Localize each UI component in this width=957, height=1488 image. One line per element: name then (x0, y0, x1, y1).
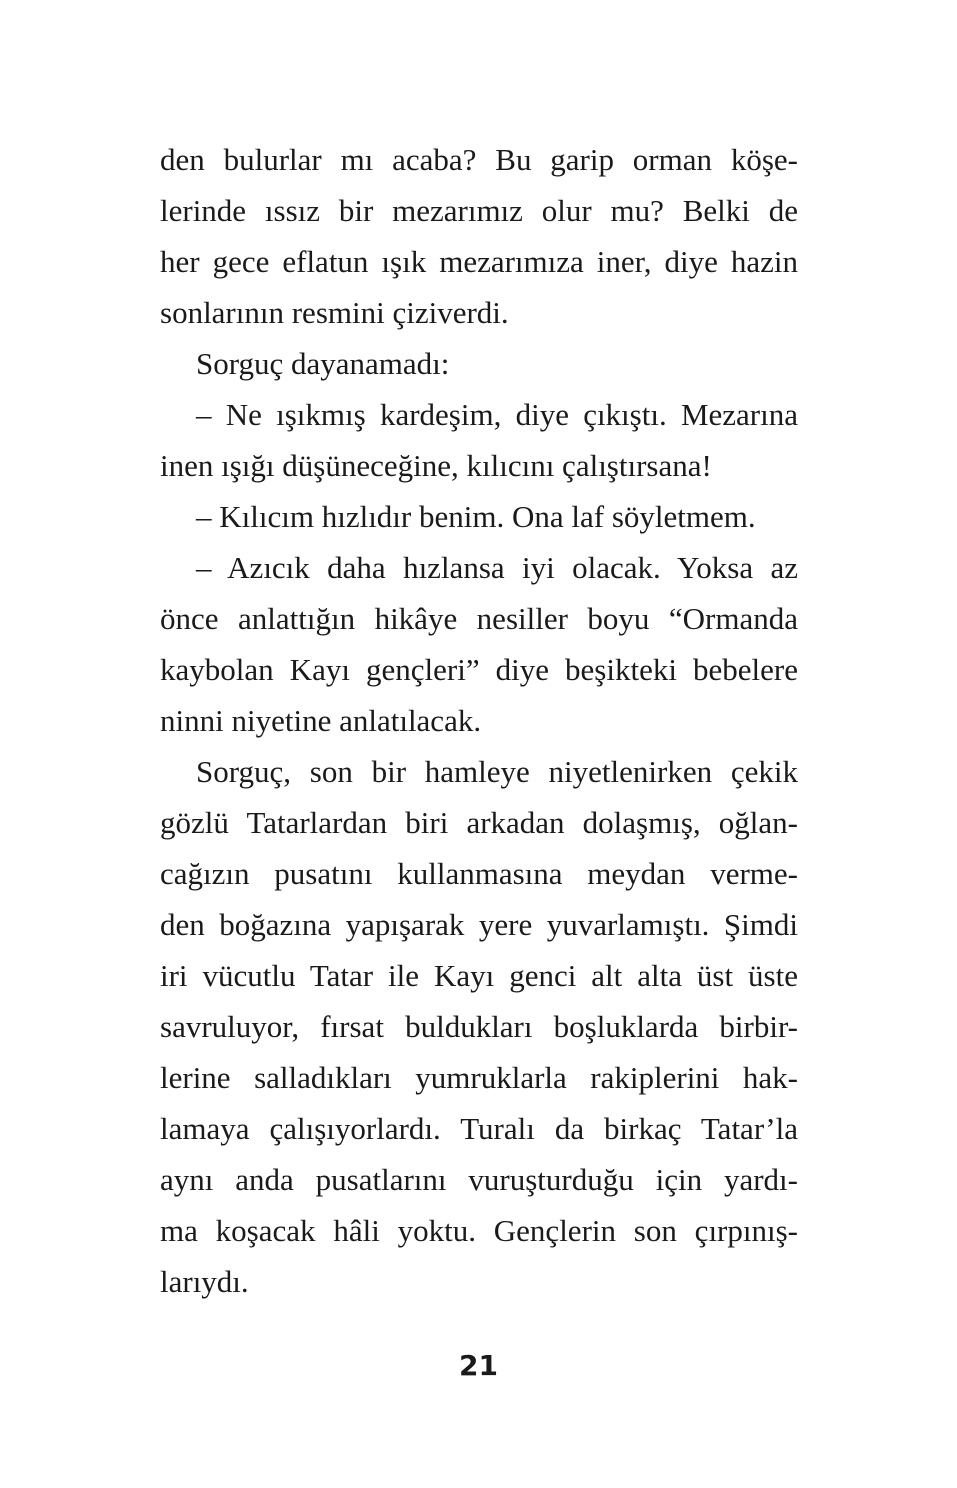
text-line: cağızın pusatını kullanmasına meydan verme- (160, 856, 798, 891)
text-line: lamaya çalışıyorlardı. Turalı da birkaç Tatar’la (160, 1111, 798, 1146)
text-line: önce anlattığın hikâye nesiller boyu “Ormanda (160, 601, 798, 636)
text-line: gözlü Tatarlardan biri arkadan dolaşmış, oğlan- (160, 805, 798, 840)
text-line: – Kılıcım hızlıdır benim. Ona laf söyletmem. (196, 499, 756, 534)
text-line: lerine salladıkları yumruklarla rakiplerini hak- (160, 1060, 798, 1095)
text-line: – Azıcık daha hızlansa iyi olacak. Yoksa az (196, 550, 798, 585)
body-text (160, 134, 798, 1307)
page-number: 21 (459, 1349, 498, 1382)
text-line: iri vücutlu Tatar ile Kayı genci alt alta üst üste (160, 958, 798, 993)
text-line: sonlarının resmini çiziverdi. (160, 295, 509, 330)
text-line: den boğazına yapışarak yere yuvarlamıştı. Şimdi (160, 907, 798, 942)
text-line: Sorguç, son bir hamleye niyetlenirken çekik (196, 754, 798, 789)
text-line: lerinde ıssız bir mezarımız olur mu? Belki de (160, 193, 798, 228)
text-line: her gece eflatun ışık mezarımıza iner, diye hazin (160, 244, 798, 279)
text-line: kaybolan Kayı gençleri” diye beşikteki bebelere (160, 652, 798, 687)
text-line: ninni niyetine anlatılacak. (160, 703, 482, 738)
text-line: ma koşacak hâli yoktu. Gençlerin son çırpınış- (160, 1213, 798, 1248)
text-line: inen ışığı düşüneceğine, kılıcını çalıştırsana! (160, 448, 712, 483)
text-line: savruluyor, fırsat buldukları boşluklarda birbir- (160, 1009, 798, 1044)
text-line: larıydı. (160, 1264, 249, 1299)
text-line: aynı anda pusatlarını vuruşturduğu için yardı- (160, 1162, 798, 1197)
text-line: den bulurlar mı acaba? Bu garip orman köşe- (160, 142, 798, 177)
text-line: – Ne ışıkmış kardeşim, diye çıkıştı. Mezarına (196, 397, 798, 432)
text-line: Sorguç dayanamadı: (196, 346, 450, 381)
